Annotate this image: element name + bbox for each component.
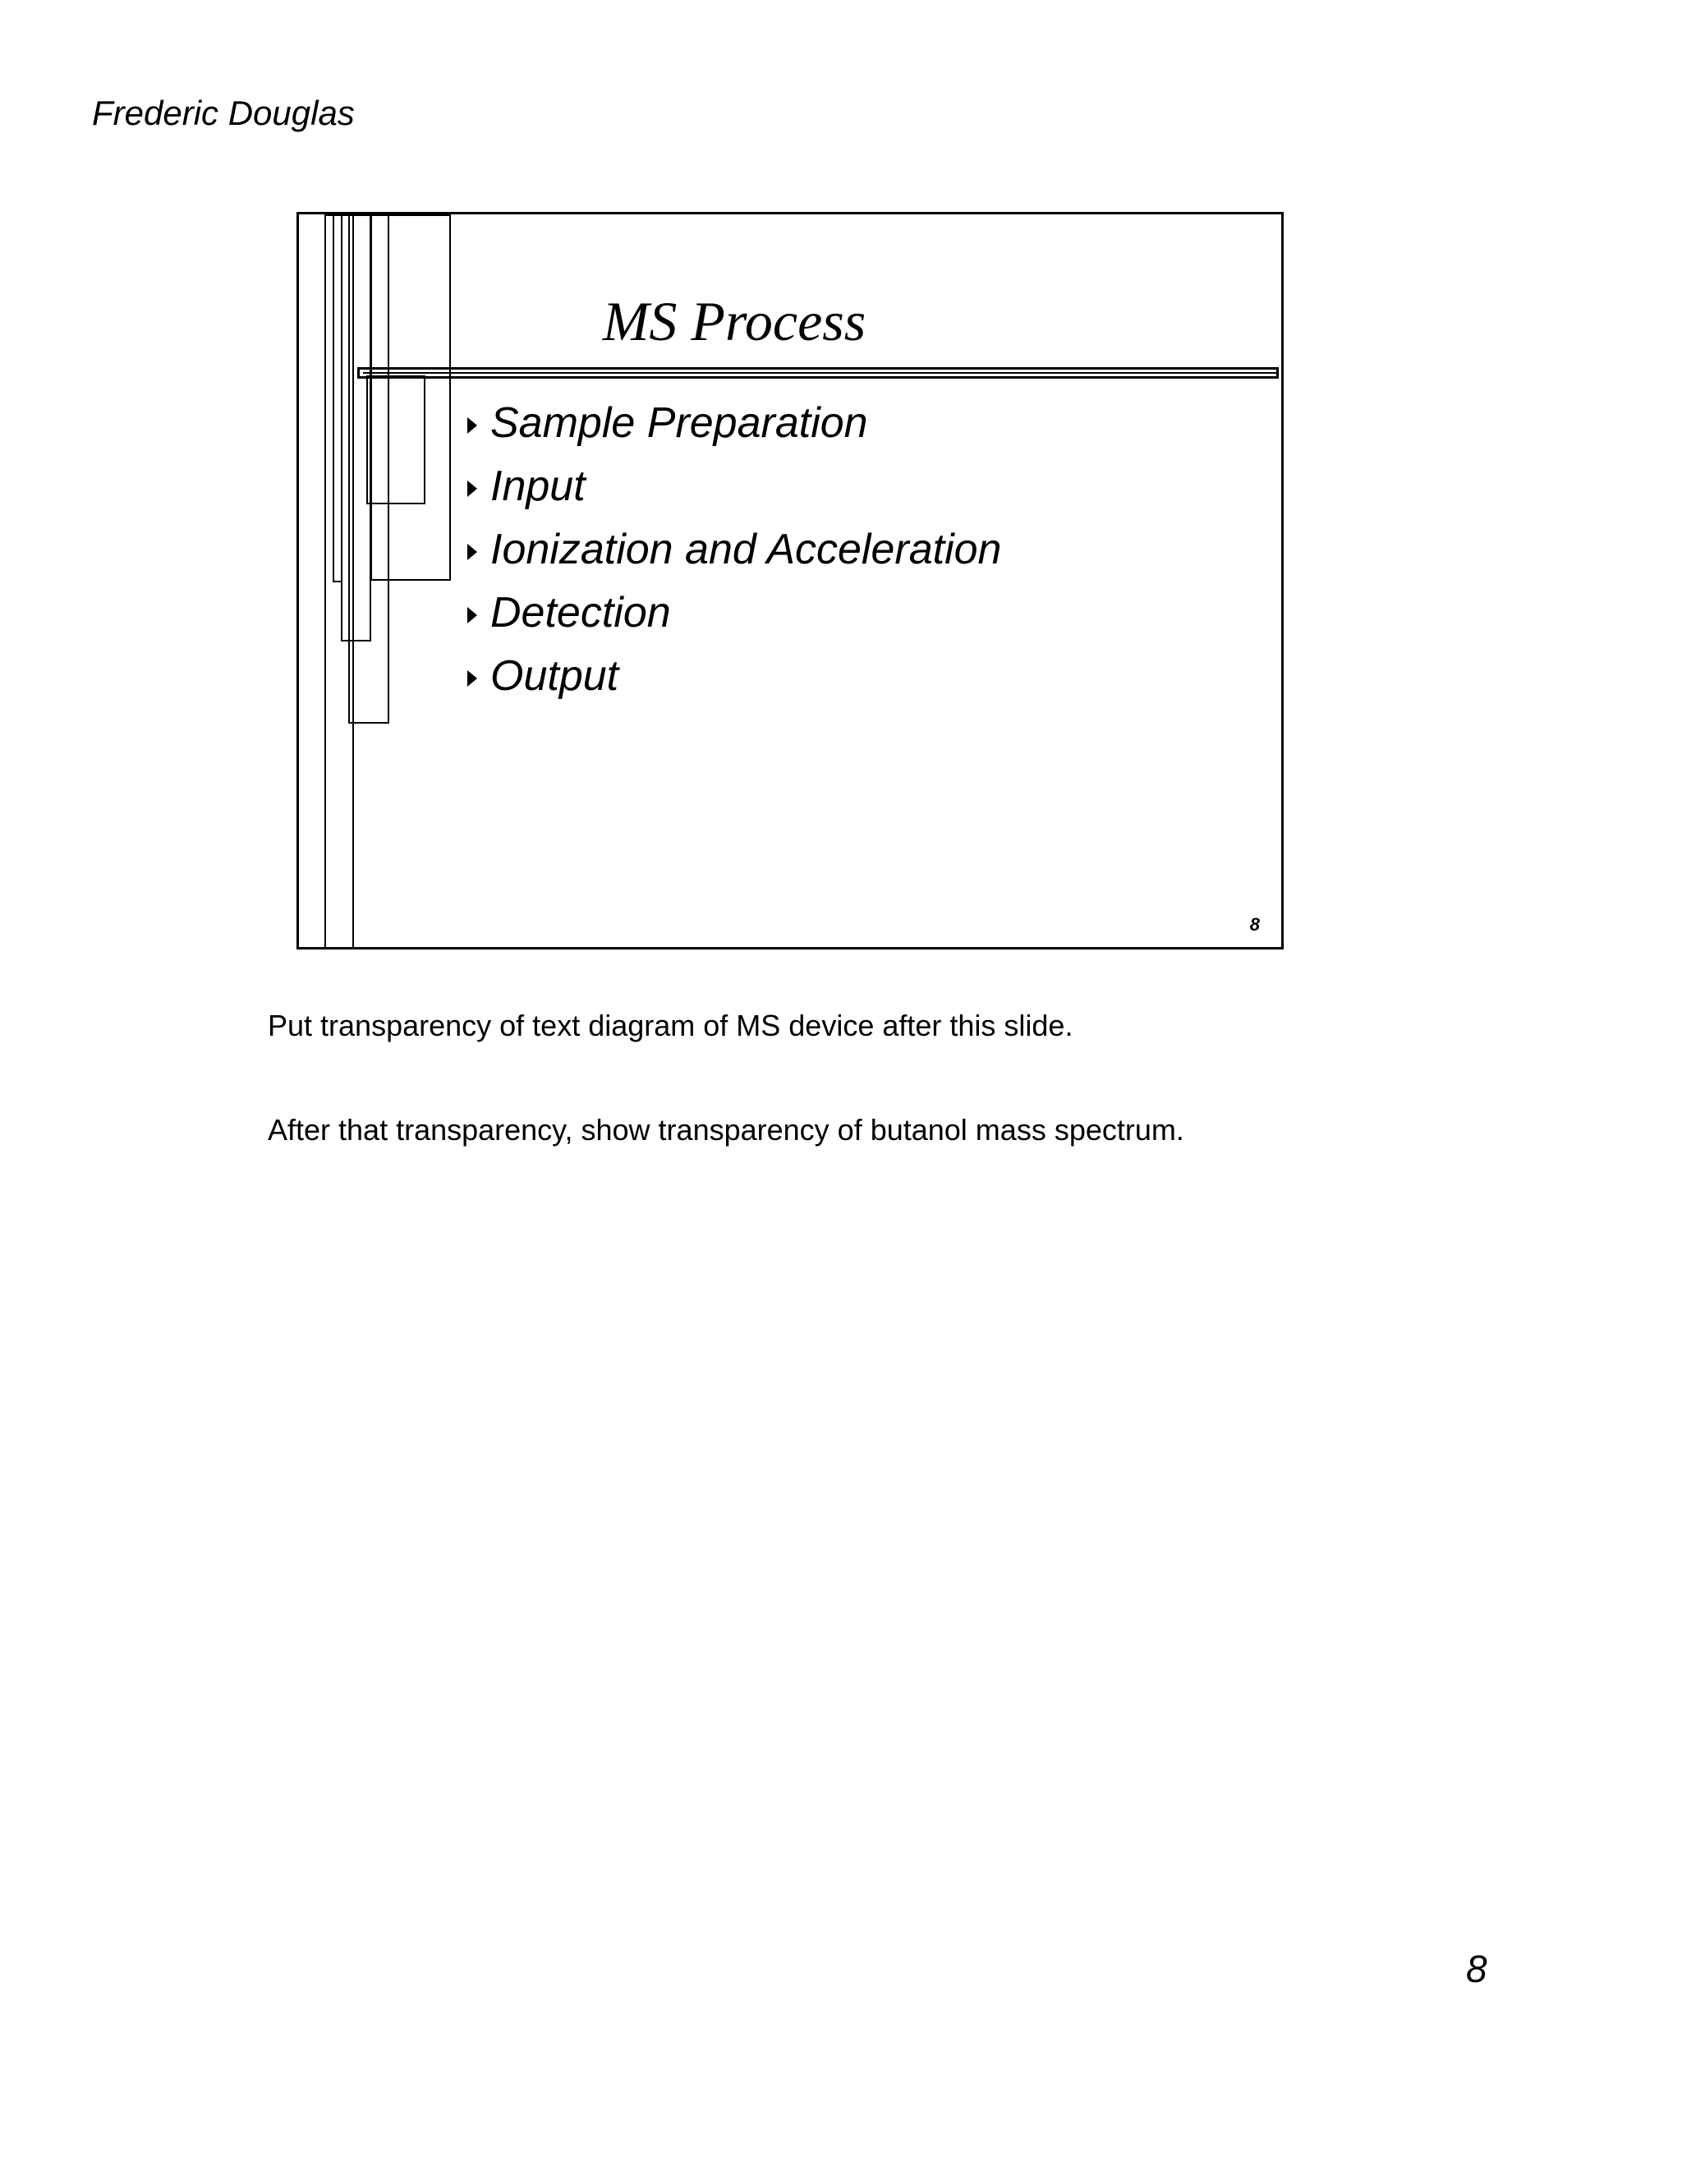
list-item xyxy=(467,517,1001,581)
author-name: Frederic Douglas xyxy=(92,94,355,132)
slide-decoration-bar xyxy=(366,375,425,504)
bullet-label: Input xyxy=(490,462,586,510)
triangle-bullet-icon xyxy=(467,670,477,687)
bullet-label: Output xyxy=(490,651,619,700)
title-divider xyxy=(357,367,1279,379)
speaker-note: After that transparency, show transparency of butanol mass spectrum. xyxy=(268,1113,1184,1147)
list-item xyxy=(467,644,1001,707)
bullet-label: Sample Preparation xyxy=(490,398,868,447)
slide-bullet-list xyxy=(467,391,1001,707)
triangle-bullet-icon xyxy=(467,480,477,497)
triangle-bullet-icon xyxy=(467,607,477,623)
list-item xyxy=(467,454,1001,517)
page-number: 8 xyxy=(1466,1947,1487,1990)
slide-frame xyxy=(296,212,1284,949)
triangle-bullet-icon xyxy=(467,417,477,434)
bullet-label: Ionization and Acceleration xyxy=(490,525,1002,573)
slide-number: 8 xyxy=(1249,914,1260,935)
list-item xyxy=(467,391,1001,454)
slide-title: MS Process xyxy=(602,290,866,352)
bullet-label: Detection xyxy=(490,588,671,637)
list-item xyxy=(467,581,1001,644)
triangle-bullet-icon xyxy=(467,544,477,560)
speaker-note: Put transparency of text diagram of MS device after this slide. xyxy=(268,1009,1073,1042)
